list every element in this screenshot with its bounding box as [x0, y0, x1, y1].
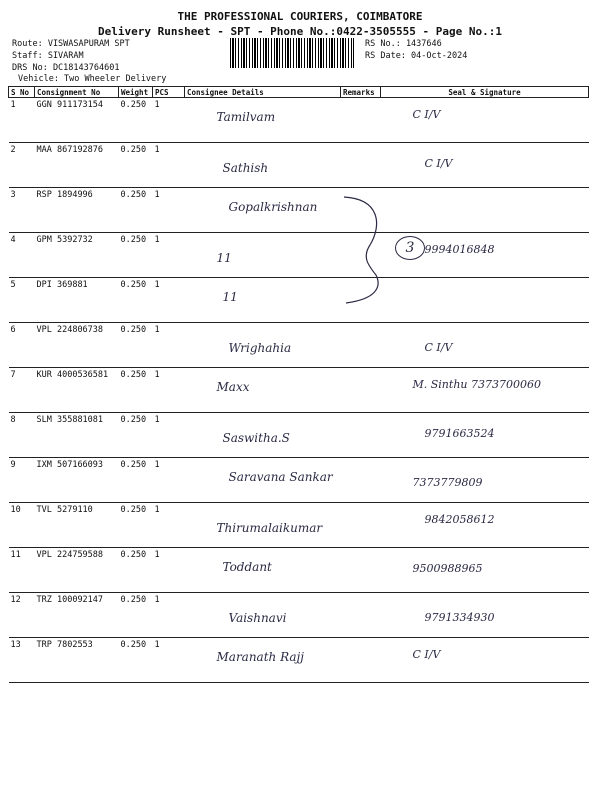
row-weight: 0.250: [119, 638, 153, 683]
row-remarks: [341, 638, 381, 683]
rs-number: RS No.: 1437646: [365, 39, 442, 49]
row-pcs: 1: [153, 188, 185, 233]
vehicle-text: Vehicle: Two Wheeler Delivery: [18, 74, 167, 84]
row-remarks: [341, 593, 381, 638]
row-signature: [381, 593, 589, 638]
signature-handwriting: 9842058612: [424, 513, 495, 526]
row-pcs: 1: [153, 98, 185, 143]
row-remarks: [341, 143, 381, 188]
row-weight: 0.250: [119, 458, 153, 503]
row-sno: 12: [9, 593, 35, 638]
row-sno: 11: [9, 548, 35, 593]
table-row: [9, 278, 589, 323]
row-pcs: 1: [153, 503, 185, 548]
row-weight: 0.250: [119, 233, 153, 278]
row-pcs: 1: [153, 323, 185, 368]
row-pcs: 1: [153, 458, 185, 503]
row-signature: [381, 368, 589, 413]
row-sno: 6: [9, 323, 35, 368]
row-consignee: [185, 548, 341, 593]
col-signature: Seal & Signature: [381, 87, 589, 98]
col-weight: Weight: [119, 87, 153, 98]
table-row: [9, 638, 589, 683]
row-consignee: [185, 458, 341, 503]
row-signature: [381, 278, 589, 323]
signature-handwriting: C I/V: [412, 108, 441, 121]
table-row: [9, 458, 589, 503]
row-sno: 2: [9, 143, 35, 188]
row-weight: 0.250: [119, 278, 153, 323]
row-consignment-no: VPL 224806738: [35, 323, 119, 368]
signature-handwriting: 9791334930: [424, 611, 495, 624]
row-pcs: 1: [153, 638, 185, 683]
col-consignee: Consignee Details: [185, 87, 341, 98]
signature-handwriting: M. Sinthu 7373700060: [412, 378, 541, 391]
signature-handwriting: 9791663524: [424, 427, 495, 440]
row-consignment-no: RSP 1894996: [35, 188, 119, 233]
route-text: Route: VISWASAPURAM SPT: [12, 39, 130, 49]
drs-number: DRS No: DC18143764601: [12, 63, 120, 73]
rs-date: RS Date: 04-Oct-2024: [365, 51, 468, 61]
row-remarks: [341, 548, 381, 593]
row-consignment-no: TVL 5279110: [35, 503, 119, 548]
consignee-handwriting: Wrighahia: [228, 341, 292, 355]
row-signature: [381, 188, 589, 233]
company-title: THE PROFESSIONAL COURIERS, COIMBATORE: [177, 10, 423, 23]
row-signature: [381, 323, 589, 368]
barcode-image: [230, 38, 354, 68]
row-consignee: [185, 143, 341, 188]
row-signature: [381, 503, 589, 548]
row-consignment-no: DPI 369881: [35, 278, 119, 323]
row-remarks: [341, 323, 381, 368]
consignee-handwriting: Saswitha.S: [222, 431, 290, 445]
row-weight: 0.250: [119, 548, 153, 593]
consignee-handwriting: Vaishnavi: [228, 611, 287, 625]
col-remarks: Remarks: [341, 87, 381, 98]
row-sno: 13: [9, 638, 35, 683]
row-consignee: [185, 368, 341, 413]
row-consignee: [185, 323, 341, 368]
row-remarks: [341, 458, 381, 503]
circled-note: 3: [395, 236, 425, 260]
row-remarks: [341, 413, 381, 458]
row-weight: 0.250: [119, 188, 153, 233]
row-consignment-no: MAA 867192876: [35, 143, 119, 188]
row-pcs: 1: [153, 368, 185, 413]
row-weight: 0.250: [119, 593, 153, 638]
row-consignment-no: VPL 224759588: [35, 548, 119, 593]
row-weight: 0.250: [119, 98, 153, 143]
row-sno: 9: [9, 458, 35, 503]
row-pcs: 1: [153, 548, 185, 593]
col-pcs: PCS: [153, 87, 185, 98]
row-remarks: [341, 98, 381, 143]
consignee-handwriting: Thirumalaikumar: [216, 521, 323, 535]
table-row: [9, 413, 589, 458]
table-row: [9, 143, 589, 188]
row-consignment-no: TRP 7802553: [35, 638, 119, 683]
row-sno: 8: [9, 413, 35, 458]
row-weight: 0.250: [119, 323, 153, 368]
row-sno: 3: [9, 188, 35, 233]
bracket-mark: [340, 195, 384, 305]
table-row: [9, 233, 589, 278]
col-sno: S No: [9, 87, 35, 98]
row-consignee: [185, 278, 341, 323]
row-consignee: [185, 413, 341, 458]
row-sno: 5: [9, 278, 35, 323]
row-sno: 10: [9, 503, 35, 548]
row-consignment-no: GGN 911173154: [35, 98, 119, 143]
signature-handwriting: 7373779809: [412, 476, 483, 489]
consignee-handwriting: Saravana Sankar: [228, 470, 333, 484]
table-row: [9, 593, 589, 638]
signature-handwriting: 9994016848: [424, 243, 495, 256]
table-row: [9, 548, 589, 593]
consignee-handwriting: Maranath Rajj: [216, 650, 304, 664]
row-consignment-no: KUR 4000536581: [35, 368, 119, 413]
col-consignment: Consignment No: [35, 87, 119, 98]
row-pcs: 1: [153, 593, 185, 638]
table-row: [9, 323, 589, 368]
row-pcs: 1: [153, 143, 185, 188]
row-sno: 1: [9, 98, 35, 143]
consignee-handwriting: Gopalkrishnan: [228, 200, 318, 214]
signature-handwriting: C I/V: [412, 648, 441, 661]
row-signature: [381, 413, 589, 458]
row-signature: [381, 98, 589, 143]
row-remarks: [341, 503, 381, 548]
table-row: [9, 368, 589, 413]
staff-text: Staff: SIVARAM: [12, 51, 84, 61]
row-signature: [381, 548, 589, 593]
table-row: [9, 503, 589, 548]
table-header-row: [9, 87, 589, 98]
row-pcs: 1: [153, 278, 185, 323]
table-row: [9, 98, 589, 143]
row-consignment-no: GPM 5392732: [35, 233, 119, 278]
consignee-handwriting: Maxx: [216, 380, 250, 394]
row-consignee: [185, 593, 341, 638]
signature-handwriting: C I/V: [424, 157, 453, 170]
consignee-handwriting: 11: [216, 251, 232, 265]
signature-handwriting: C I/V: [424, 341, 453, 354]
row-consignee: [185, 233, 341, 278]
consignee-handwriting: Sathish: [222, 161, 269, 175]
row-weight: 0.250: [119, 503, 153, 548]
row-consignee: [185, 98, 341, 143]
consignee-handwriting: Toddant: [222, 560, 272, 574]
consignee-handwriting: 11: [222, 290, 238, 304]
row-consignment-no: SLM 355881081: [35, 413, 119, 458]
row-consignee: [185, 188, 341, 233]
row-signature: [381, 143, 589, 188]
consignee-handwriting: Tamilvam: [216, 110, 276, 124]
row-sno: 4: [9, 233, 35, 278]
runsheet-subtitle: Delivery Runsheet - SPT - Phone No.:0422-3505555 - Page No.:1: [98, 25, 502, 38]
row-signature: [381, 638, 589, 683]
row-consignee: [185, 638, 341, 683]
row-signature: [381, 458, 589, 503]
row-consignee: [185, 503, 341, 548]
row-consignment-no: TRZ 100092147: [35, 593, 119, 638]
row-sno: 7: [9, 368, 35, 413]
table-row: [9, 188, 589, 233]
row-pcs: 1: [153, 413, 185, 458]
signature-handwriting: 9500988965: [412, 562, 483, 575]
row-remarks: [341, 368, 381, 413]
row-pcs: 1: [153, 233, 185, 278]
row-weight: 0.250: [119, 143, 153, 188]
row-weight: 0.250: [119, 413, 153, 458]
row-consignment-no: IXM 507166093: [35, 458, 119, 503]
runsheet-table: [8, 86, 589, 683]
row-weight: 0.250: [119, 368, 153, 413]
